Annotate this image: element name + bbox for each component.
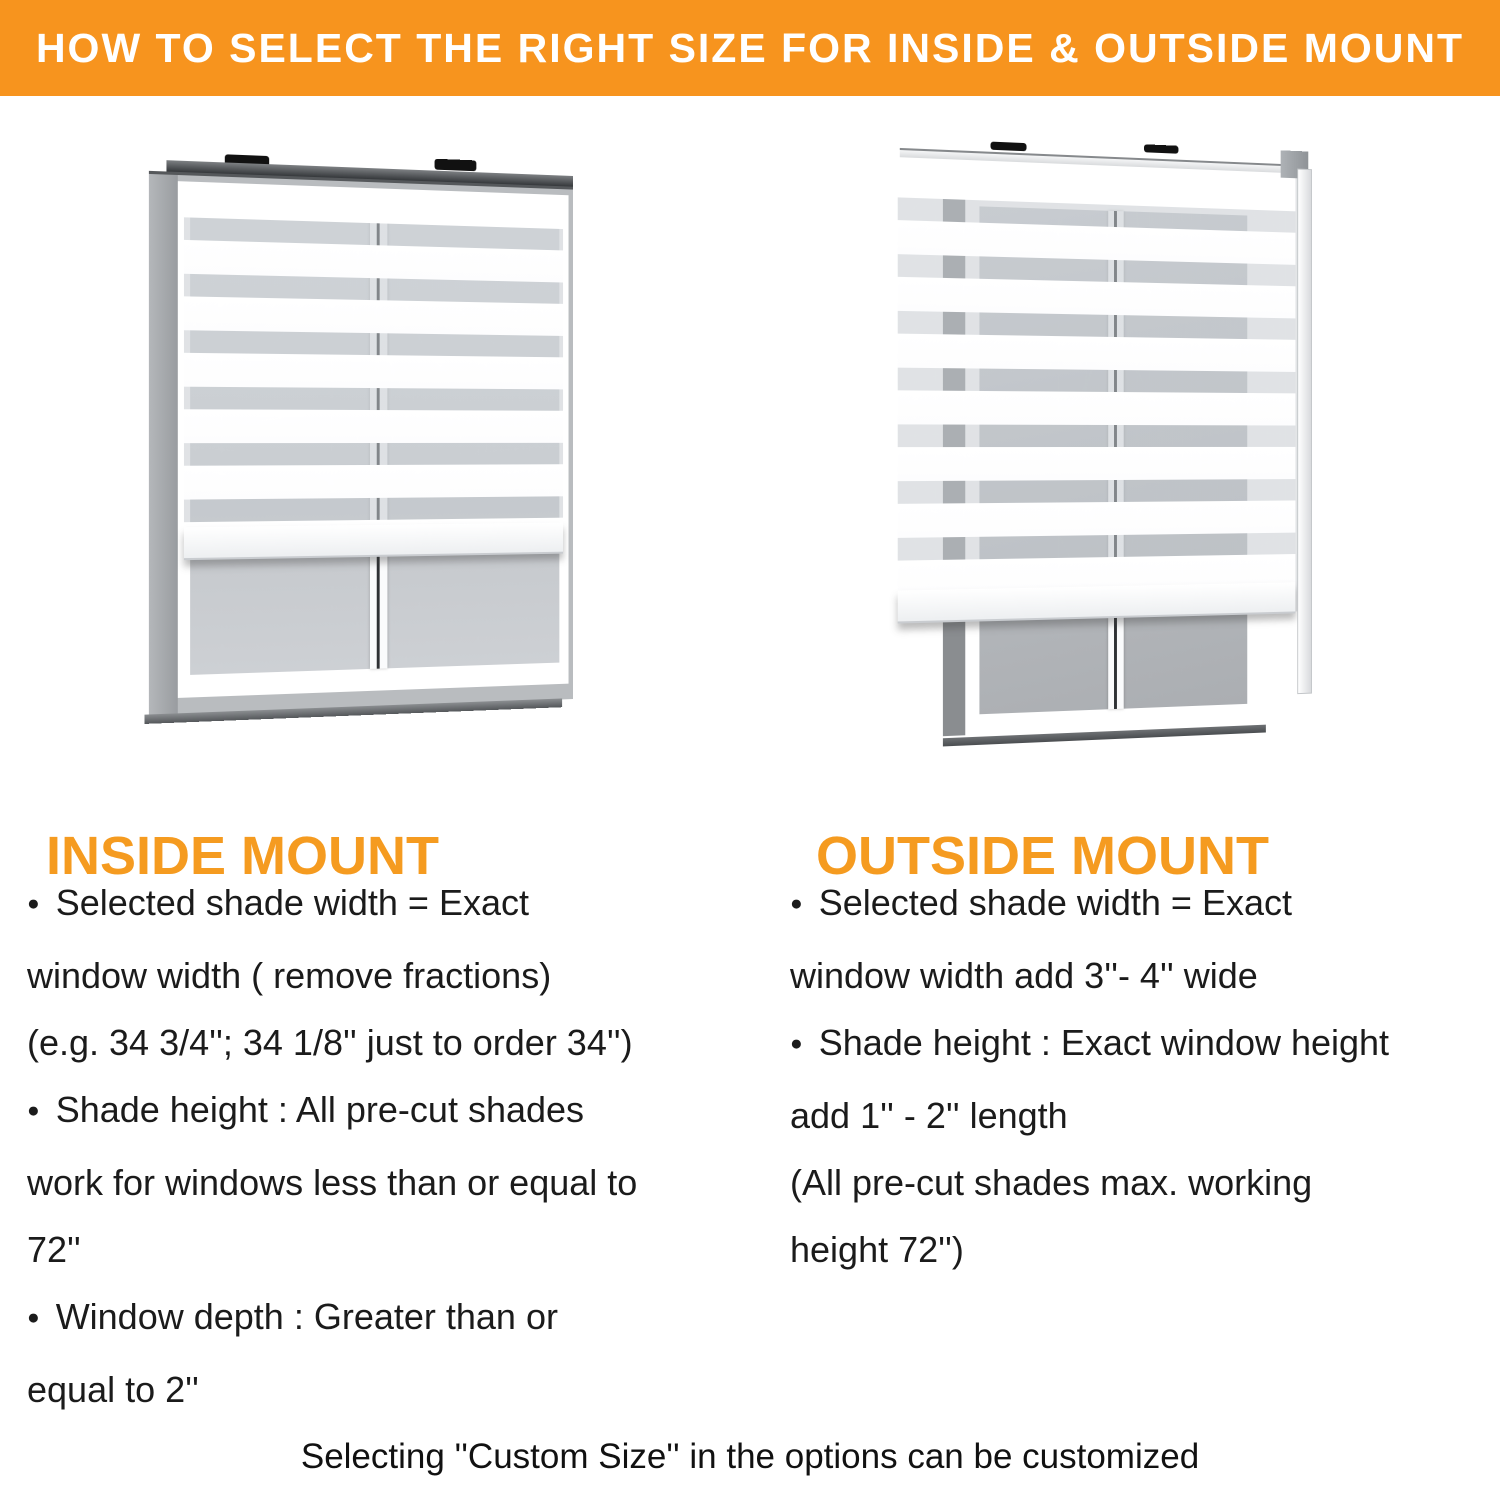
bullet-line xyxy=(790,869,1500,942)
bullet-text: window width add 3''- 4'' wide xyxy=(790,955,1258,996)
bullet-line xyxy=(790,1216,1500,1283)
outside-mount-text xyxy=(790,869,1500,1283)
bullet-line xyxy=(790,1149,1500,1216)
inside-mount-window xyxy=(149,151,573,724)
bullet-text: (e.g. 34 3/4''; 34 1/8'' just to order 34'') xyxy=(27,1022,633,1063)
zebra-stripes xyxy=(184,217,563,531)
bullet-line xyxy=(27,1216,757,1283)
bullet-line xyxy=(790,1082,1500,1149)
window-recess xyxy=(178,181,569,698)
bullet-text: (All pre-cut shades max. working xyxy=(790,1162,1313,1203)
bullet-text: equal to 2'' xyxy=(27,1369,199,1410)
bullet-text: Window depth : Greater than or xyxy=(55,1296,558,1337)
bullet-text: add 1'' - 2'' length xyxy=(790,1095,1068,1136)
mounting-bracket-icon xyxy=(991,142,1027,152)
bullet-text: Shade height : All pre-cut shades xyxy=(55,1089,585,1130)
shade-bottom-rail xyxy=(184,523,563,561)
bullet-line xyxy=(27,1149,757,1216)
outside-mount-heading: OUTSIDE MOUNT xyxy=(816,825,1269,886)
bullet-text: Selected shade width = Exact xyxy=(818,882,1292,923)
window-frame xyxy=(149,171,573,716)
bullet-text: Selected shade width = Exact xyxy=(55,882,529,923)
title-banner xyxy=(0,0,1500,96)
zebra-shade xyxy=(184,187,563,559)
outside-mount-illustration xyxy=(898,143,1332,745)
mounting-bracket-icon xyxy=(435,159,477,172)
bullet-dot: ● xyxy=(27,892,40,915)
bullet-line xyxy=(790,942,1500,1009)
shade-side-rail xyxy=(1297,169,1312,695)
bullet-line xyxy=(27,1076,757,1149)
footer-note: Selecting ''Custom Size'' in the options can be customized xyxy=(300,1437,1200,1476)
bullet-line xyxy=(27,1356,757,1423)
inside-mount-text xyxy=(27,869,757,1423)
bullet-text: height 72'') xyxy=(790,1229,964,1270)
bullet-line xyxy=(27,1283,757,1356)
bullet-dot: ● xyxy=(790,1032,803,1055)
banner-title: HOW TO SELECT THE RIGHT SIZE FOR INSIDE & OUTSIDE MOUNT xyxy=(35,24,1465,71)
bullet-dot: ● xyxy=(27,1099,40,1122)
bullet-text: window width ( remove fractions) xyxy=(27,955,552,996)
bullet-line xyxy=(27,869,757,942)
bullet-dot: ● xyxy=(790,892,803,915)
bullet-dot: ● xyxy=(27,1306,40,1329)
bullet-text: work for windows less than or equal to xyxy=(27,1162,638,1203)
inside-mount-illustration xyxy=(150,160,585,715)
bullet-line xyxy=(27,942,757,1009)
window-jamb xyxy=(149,174,178,716)
outside-mount-window xyxy=(898,133,1320,754)
zebra-stripes xyxy=(898,197,1296,595)
bullet-line xyxy=(790,1009,1500,1082)
mounting-bracket-icon xyxy=(1144,144,1178,153)
bullet-line xyxy=(27,1009,757,1076)
bullet-text: Shade height : Exact window height xyxy=(818,1022,1390,1063)
zebra-shade xyxy=(898,162,1296,622)
bullet-text: 72'' xyxy=(27,1229,81,1270)
inside-mount-heading: INSIDE MOUNT xyxy=(46,825,440,886)
